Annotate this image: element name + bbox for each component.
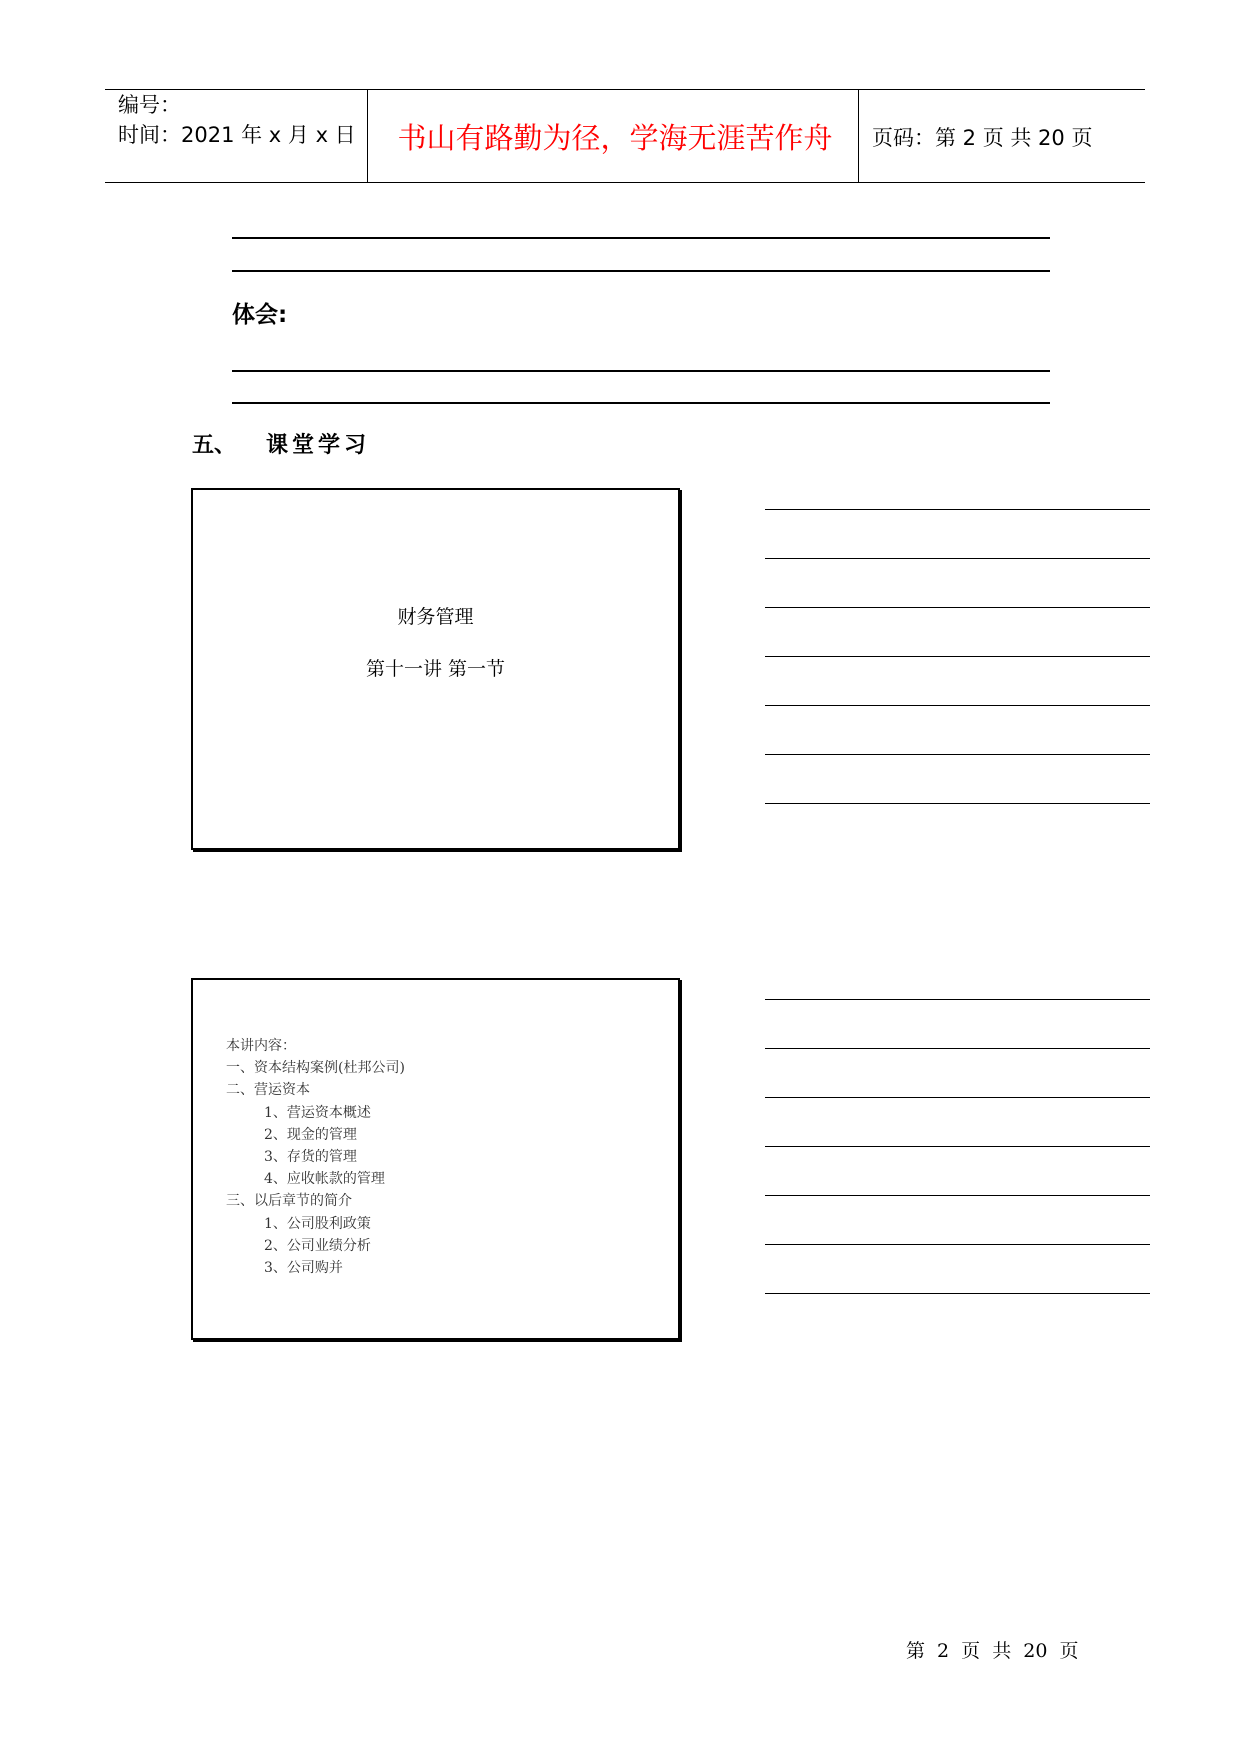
note-line: [765, 754, 1150, 755]
answer-line: [232, 370, 1050, 372]
outline-subitem: 2、公司业绩分析: [264, 1237, 371, 1254]
note-line: [765, 1097, 1150, 1098]
outline-item: 二、营运资本: [226, 1082, 310, 1099]
slide-title: 财务管理: [397, 606, 474, 628]
note-line: [765, 1146, 1150, 1147]
note-line: [765, 509, 1150, 510]
section-number: 五、: [192, 433, 237, 458]
outline-subitem: 3、公司购并: [264, 1260, 343, 1277]
slide-thumbnail-1: [191, 488, 680, 850]
outline-subitem: 1、公司股利政策: [264, 1215, 371, 1232]
note-line: [765, 705, 1150, 706]
note-line: [765, 1195, 1150, 1196]
header-motto: 书山有路勤为径，学海无涯苦作舟: [397, 121, 833, 155]
section-heading: [192, 428, 370, 459]
header-divider-left: [367, 90, 368, 183]
header-number: 编号：: [118, 93, 181, 117]
note-line: [765, 558, 1150, 559]
outline-subitem: 4、应收帐款的管理: [264, 1171, 385, 1188]
reflection-label: 体会:: [232, 302, 288, 328]
header-time: 时间：2021 年 x 月 x 日: [118, 123, 356, 147]
note-line: [765, 1048, 1150, 1049]
header-page-number: 页码：第 2 页 共 20 页: [872, 125, 1093, 150]
slide-subtitle: 第十一讲 第一节: [365, 658, 506, 680]
note-line: [765, 999, 1150, 1000]
slide-outline: [226, 1035, 405, 1279]
note-line: [765, 656, 1150, 657]
answer-line: [232, 270, 1050, 272]
answer-line: [232, 402, 1050, 404]
header-meta: [118, 90, 356, 150]
note-line: [765, 803, 1150, 804]
outline-item: 本讲内容：: [226, 1038, 296, 1054]
outline-item: 三、以后章节的简介: [226, 1193, 352, 1210]
outline-subitem: 1、营运资本概述: [264, 1104, 371, 1121]
note-line: [765, 1293, 1150, 1294]
outline-subitem: 3、存货的管理: [264, 1149, 357, 1166]
note-line: [765, 1244, 1150, 1245]
outline-subitem: 2、现金的管理: [264, 1126, 357, 1143]
footer-page-number: 第 2 页 共 20 页: [906, 1640, 1079, 1662]
outline-item: 一、资本结构案例(杜邦公司): [226, 1060, 405, 1077]
slide-thumbnail-2: [191, 978, 680, 1340]
note-line: [765, 607, 1150, 608]
section-title: 课堂学习: [266, 433, 371, 458]
answer-line: [232, 237, 1050, 239]
